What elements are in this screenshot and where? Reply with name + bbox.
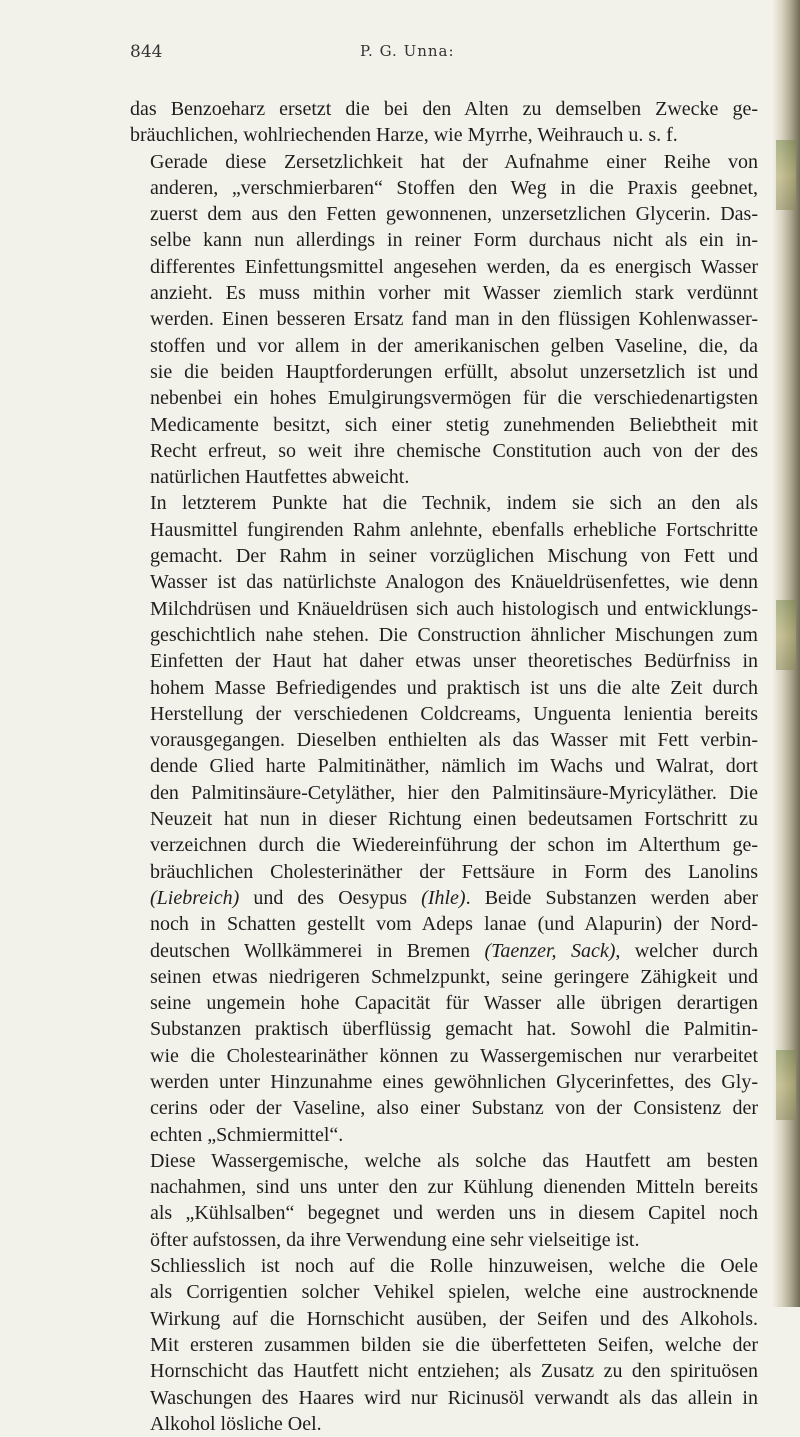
text-line: (Liebreich) und des Oesypus (Ihle). Beide Substanzen werden aber	[150, 886, 758, 909]
text-line: als „Kühlsalben“ begegnet und werden uns in diesem Capitel noch	[150, 1202, 758, 1225]
text-line: öfter aufstossen, da ihre Verwendung eine sehr vielseitige ist.	[150, 1228, 640, 1251]
text-line: geschichtlich nahe stehen. Die Construction ähnlicher Mischungen zum	[150, 623, 758, 646]
text-line: Milchdrüsen und Knäueldrüsen sich auch histologisch und entwicklungs-	[150, 597, 758, 620]
text-line: gemacht. Der Rahm in seiner vorzüglichen Mischung von Fett und	[150, 545, 758, 568]
edge-stain	[776, 1050, 796, 1120]
text-line: als Corrigentien solcher Vehikel spielen, welche eine austrocknende	[150, 1281, 758, 1304]
text-line: Waschungen des Haares wird nur Ricinusöl verwandt als das allein in	[150, 1386, 758, 1409]
text-line: Recht erfreut, so weit ihre chemische Constitution auch von der des	[150, 439, 758, 462]
text-line: werden. Einen besseren Ersatz fand man in den flüssigen Kohlenwasser-	[150, 308, 758, 331]
text-line: Alkohol lösliche Oel.	[150, 1412, 322, 1435]
paragraph	[130, 490, 758, 1147]
text-line: Schliesslich ist noch auf die Rolle hinzuweisen, welche die Oele	[150, 1255, 758, 1278]
text-line: bräuchlichen Cholesterinäther der Fettsäure in Form des Lanolins	[150, 860, 758, 883]
edge-stain	[776, 140, 796, 210]
text-line: Neuzeit hat nun in dieser Richtung einen bedeutsamen Fortschritt zu	[150, 808, 758, 831]
paragraph	[130, 149, 758, 491]
text-line: sie die beiden Hauptforderungen erfüllt, absolut unzersetzlich ist und	[150, 360, 758, 383]
text-line: anzieht. Es muss mithin vorher mit Wasser ziemlich stark verdünnt	[150, 282, 758, 305]
text-line: vorausgegangen. Dieselben enthielten als das Wasser mit Fett verbin-	[150, 729, 758, 752]
text-line: Hornschicht das Hautfett nicht entziehen; als Zusatz zu den spirituösen	[150, 1360, 758, 1383]
text-line: bräuchlichen, wohlriechenden Harze, wie Myrrhe, Weihrauch u. s. f.	[130, 124, 678, 147]
page-number: 844	[130, 42, 163, 62]
body-text	[130, 96, 758, 1437]
text-line: In letzterem Punkte hat die Technik, indem sie sich an den als	[150, 492, 758, 515]
running-header	[130, 42, 740, 72]
text-line: anderen, „verschmierbaren“ Stoffen den Weg in die Praxis geebnet,	[150, 176, 758, 199]
paragraph	[130, 96, 758, 149]
text-line: verzeichnen durch die Wiedereinführung der schon im Alterthum ge-	[150, 834, 758, 857]
edge-stain	[776, 600, 796, 670]
text-line: das Benzoeharz ersetzt die bei den Alten zu demselben Zwecke ge-	[130, 98, 758, 120]
text-line: Wasser ist das natürlichste Analogon des Knäueldrüsenfettes, wie denn	[150, 571, 758, 594]
text-line: nachahmen, sind uns unter den zur Kühlung dienenden Mitteln bereits	[150, 1176, 758, 1199]
paragraph	[130, 1148, 758, 1253]
text-line: Gerade diese Zersetzlichkeit hat der Aufnahme einer Reihe von	[150, 150, 758, 173]
text-line: Mit ersteren zusammen bilden sie die überfetteten Seifen, welche der	[150, 1333, 758, 1356]
text-line: den Palmitinsäure-Cetyläther, hier den Palmitinsäure-Myricyläther. Die	[150, 781, 758, 804]
text-line: echten „Schmiermittel“.	[150, 1123, 344, 1146]
text-line: cerins oder der Vaseline, also einer Substanz von der Consistenz der	[150, 1097, 758, 1120]
text-line: differentes Einfettungsmittel angesehen werden, da es energisch Wasser	[150, 255, 758, 278]
text-line: dende Glied harte Palmitinäther, nämlich im Wachs und Walrat, dort	[150, 755, 758, 778]
page-edge-shadow	[772, 0, 800, 1307]
text-line: Herstellung der verschiedenen Coldcreams, Unguenta lenientia bereits	[150, 702, 758, 725]
text-line: werden unter Hinzunahme eines gewöhnlichen Glycerinfettes, des Gly-	[150, 1070, 758, 1093]
text-line: natürlichen Hautfettes abweicht.	[150, 466, 410, 489]
text-line: noch in Schatten gestellt vom Adeps lanae (und Alapurin) der Nord-	[150, 913, 758, 936]
text-line: seinen etwas niedrigeren Schmelzpunkt, seine geringere Zähigkeit und	[150, 965, 758, 988]
text-line: Hausmittel fungirenden Rahm anlehnte, ebenfalls erhebliche Fortschritte	[150, 518, 758, 541]
text-line: Diese Wassergemische, welche als solche das Hautfett am besten	[150, 1149, 758, 1172]
text-line: hohem Masse Befriedigendes und praktisch ist uns die alte Zeit durch	[150, 676, 758, 699]
text-line: Einfetten der Haut hat daher etwas unser theoretisches Bedürfniss in	[150, 650, 758, 673]
running-title: P. G. Unna:	[360, 42, 455, 60]
paragraph	[130, 1253, 758, 1437]
text-line: Substanzen praktisch überflüssig gemacht hat. Sowohl die Palmitin-	[150, 1018, 758, 1041]
text-line: wie die Cholestearinäther können zu Wassergemischen nur verarbeitet	[150, 1044, 758, 1067]
text-line: Wirkung auf die Hornschicht ausüben, der Seifen und des Alkohols.	[150, 1307, 758, 1330]
text-line: selbe kann nun allerdings in reiner Form durchaus nicht als ein in-	[150, 229, 758, 252]
text-line: deutschen Wollkämmerei in Bremen (Taenzer, Sack), welcher durch	[150, 939, 759, 962]
text-line: Medicamente besitzt, sich einer stetig zunehmenden Beliebtheit mit	[150, 413, 758, 436]
text-line: nebenbei ein hohes Emulgirungsvermögen für die verschiedenartigsten	[150, 387, 758, 410]
text-line: zuerst dem aus den Fetten gewonnenen, unzersetzlichen Glycerin. Das-	[150, 203, 758, 226]
text-line: stoffen und vor allem in der amerikanischen gelben Vaseline, die, da	[150, 334, 758, 357]
text-line: seine ungemein hohe Capacität für Wasser alle übrigen derartigen	[150, 992, 758, 1015]
